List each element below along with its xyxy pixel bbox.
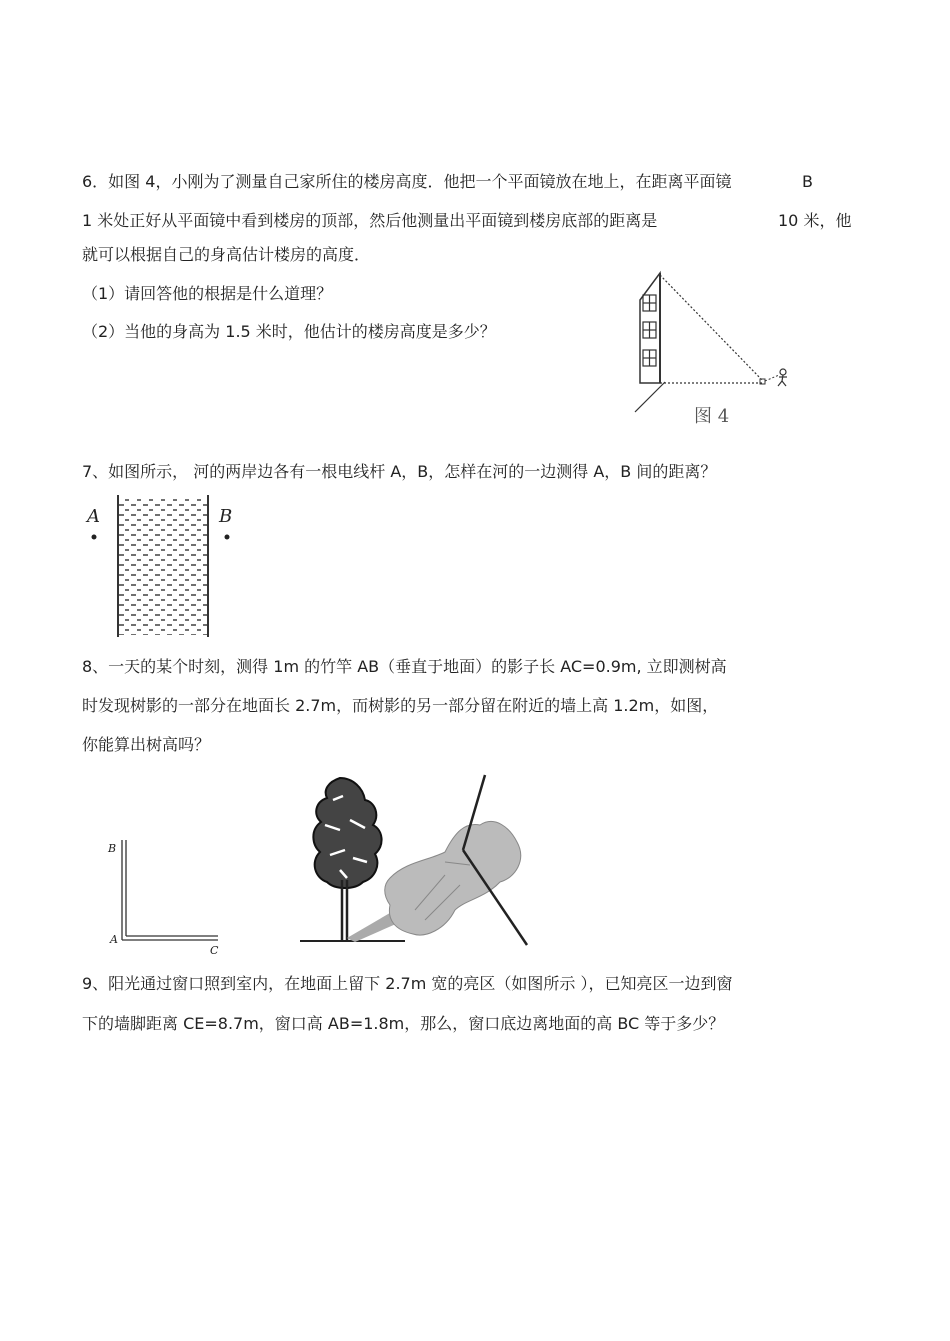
q8-line1: 8、一天的某个时刻，测得 1m 的竹竿 AB（垂直于地面）的影子长 AC=0.9m, 立即测树高 [82, 657, 727, 676]
q6-line2: 1 米处正好从平面镜中看到楼房的顶部，然后他测量出平面镜到楼房底部的距离是 [82, 211, 658, 230]
q6-line2-end: 10 米，他 [778, 211, 852, 230]
q6-part2: （2）当他的身高为 1.5 米时，他估计的楼房高度是多少？ [82, 322, 496, 341]
tree-wall-figure [295, 770, 535, 950]
q6-line1: 6．如图 4，小刚为了测量自己家所住的楼房高度．他把一个平面镜放在地上，在距离平面镜 [82, 172, 732, 191]
label-a: A [110, 933, 118, 946]
person-icon [778, 369, 787, 386]
label-c: C [210, 944, 219, 955]
q7-line1: 7、如图所示， 河的两岸边各有一根电线杆 A，B，怎样在河的一边测得 A，B 间的距离？ [82, 462, 717, 481]
q8-line2: 时发现树影的一部分在地面长 2.7m，而树影的另一部分留在附近的墙上高 1.2m，如图， [82, 696, 719, 715]
label-b: B [219, 506, 233, 527]
q6-part1: （1）请回答他的根据是什么道理？ [82, 284, 333, 303]
figure4-caption: 图 4 [694, 406, 730, 427]
q6-line3: 就可以根据自己的身高估计楼房的高度． [82, 245, 371, 264]
label-b: B [108, 842, 117, 855]
tree-icon [313, 778, 381, 940]
q6-line1-end: B [802, 172, 813, 191]
q9-line1: 9、阳光通过窗口照到室内，在地面上留下 2.7m 宽的亮区（如图所示 ），已知亮区一边到窗 [82, 974, 733, 993]
q9-line2: 下的墙脚距离 CE=8.7m，窗口高 AB=1.8m，那么，窗口底边离地面的高 BC 等于多少？ [82, 1014, 725, 1033]
pole-b-dot [225, 535, 230, 540]
pole-shadow-figure [100, 830, 230, 955]
label-a: A [87, 506, 100, 527]
q8-line3: 你能算出树高吗？ [82, 735, 211, 754]
window-icon [643, 295, 656, 366]
pole-a-dot [92, 535, 97, 540]
river-figure [82, 492, 252, 642]
